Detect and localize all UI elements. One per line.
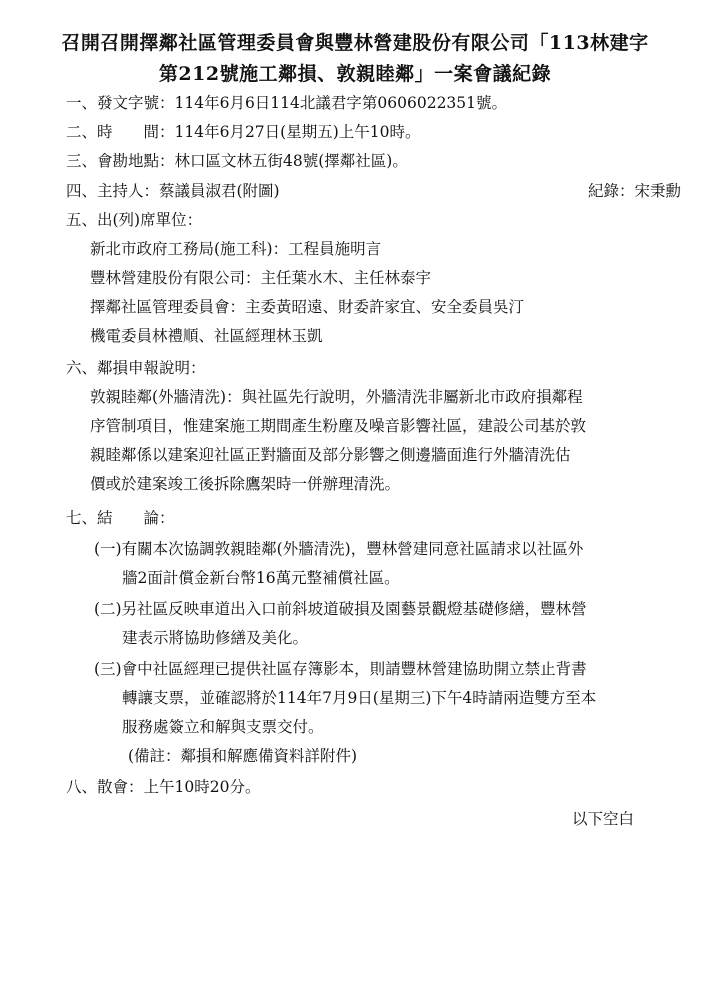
damage-description-line: 序管制項目，惟建案施工期間產生粉塵及噪音影響社區，建設公司基於敦 [90,417,587,435]
conclusion-1-line-1: (一)有關本次協調敦親睦鄰(外牆清洗)，豐林營建同意社區請求以社區外 [94,540,584,558]
conclusion-3-line-3: 服務處簽立和解與支票交付。 [122,718,324,736]
attendee-line: 新北市政府工務局(施工科)：工程員施明言 [90,240,382,258]
conclusion-note: (備註：鄰損和解應備資料詳附件) [128,747,358,765]
attendee-line: 機電委員林禮順、社區經理林玉凱 [90,327,323,345]
document-title-line-1: 召開召開擇鄰社區管理委員會與豐林營建股份有限公司「113林建字 [61,32,649,54]
conclusion-2-line-2: 建表示將協助修繕及美化。 [122,629,309,647]
document-title [40,28,670,90]
item-meeting-time: 二、時 間：114年6月27日(星期五)上午10時。 [66,123,421,141]
attendee-line: 擇鄰社區管理委員會：主委黃昭遠、財委許家宜、安全委員吳汀 [90,298,525,316]
damage-description-line: 價或於建案竣工後拆除鷹架時一併辦理清洗。 [90,475,401,493]
item-adjourn: 八、散會：上午10時20分。 [66,778,261,796]
item-conclusion-heading: 七、結 論： [66,509,175,527]
document-title-line-2: 第212號施工鄰損、敦親睦鄰」一案會議紀錄 [158,63,552,85]
item-damage-heading: 六、鄰損申報說明： [66,359,206,377]
item-recorder: 紀錄：宋秉勳 [588,182,682,200]
item-meeting-location: 三、會勘地點：林口區文林五街48號(擇鄰社區)。 [66,152,408,170]
conclusion-3-line-1: (三)會中社區經理已提供社區存簿影本，則請豐林營建協助開立禁止背書 [94,660,587,678]
damage-description-line: 敦親睦鄰(外牆清洗)：與社區先行說明，外牆清洗非屬新北市政府損鄰程 [90,388,583,406]
conclusion-2-line-1: (二)另社區反映車道出入口前斜坡道破損及園藝景觀燈基礎修繕，豐林營 [94,600,587,618]
attendee-line: 豐林營建股份有限公司：主任葉水木、主任林泰宇 [90,269,432,287]
end-mark: 以下空白 [572,810,635,828]
item-document-number: 一、發文字號：114年6月6日114北議君字第0606022351號。 [66,94,508,112]
conclusion-3-line-2: 轉讓支票，並確認將於114年7月9日(星期三)下午4時請兩造雙方至本 [122,689,597,707]
item-host: 四、主持人：蔡議員淑君(附圖) [66,182,280,200]
item-attendees-heading: 五、出(列)席單位： [66,211,203,229]
conclusion-1-line-2: 牆2面計償金新台幣16萬元整補償社區。 [122,569,400,587]
item-host-row [66,180,682,202]
damage-description-line: 親睦鄰係以建案迎社區正對牆面及部分影響之側邊牆面進行外牆清洗估 [90,446,571,464]
